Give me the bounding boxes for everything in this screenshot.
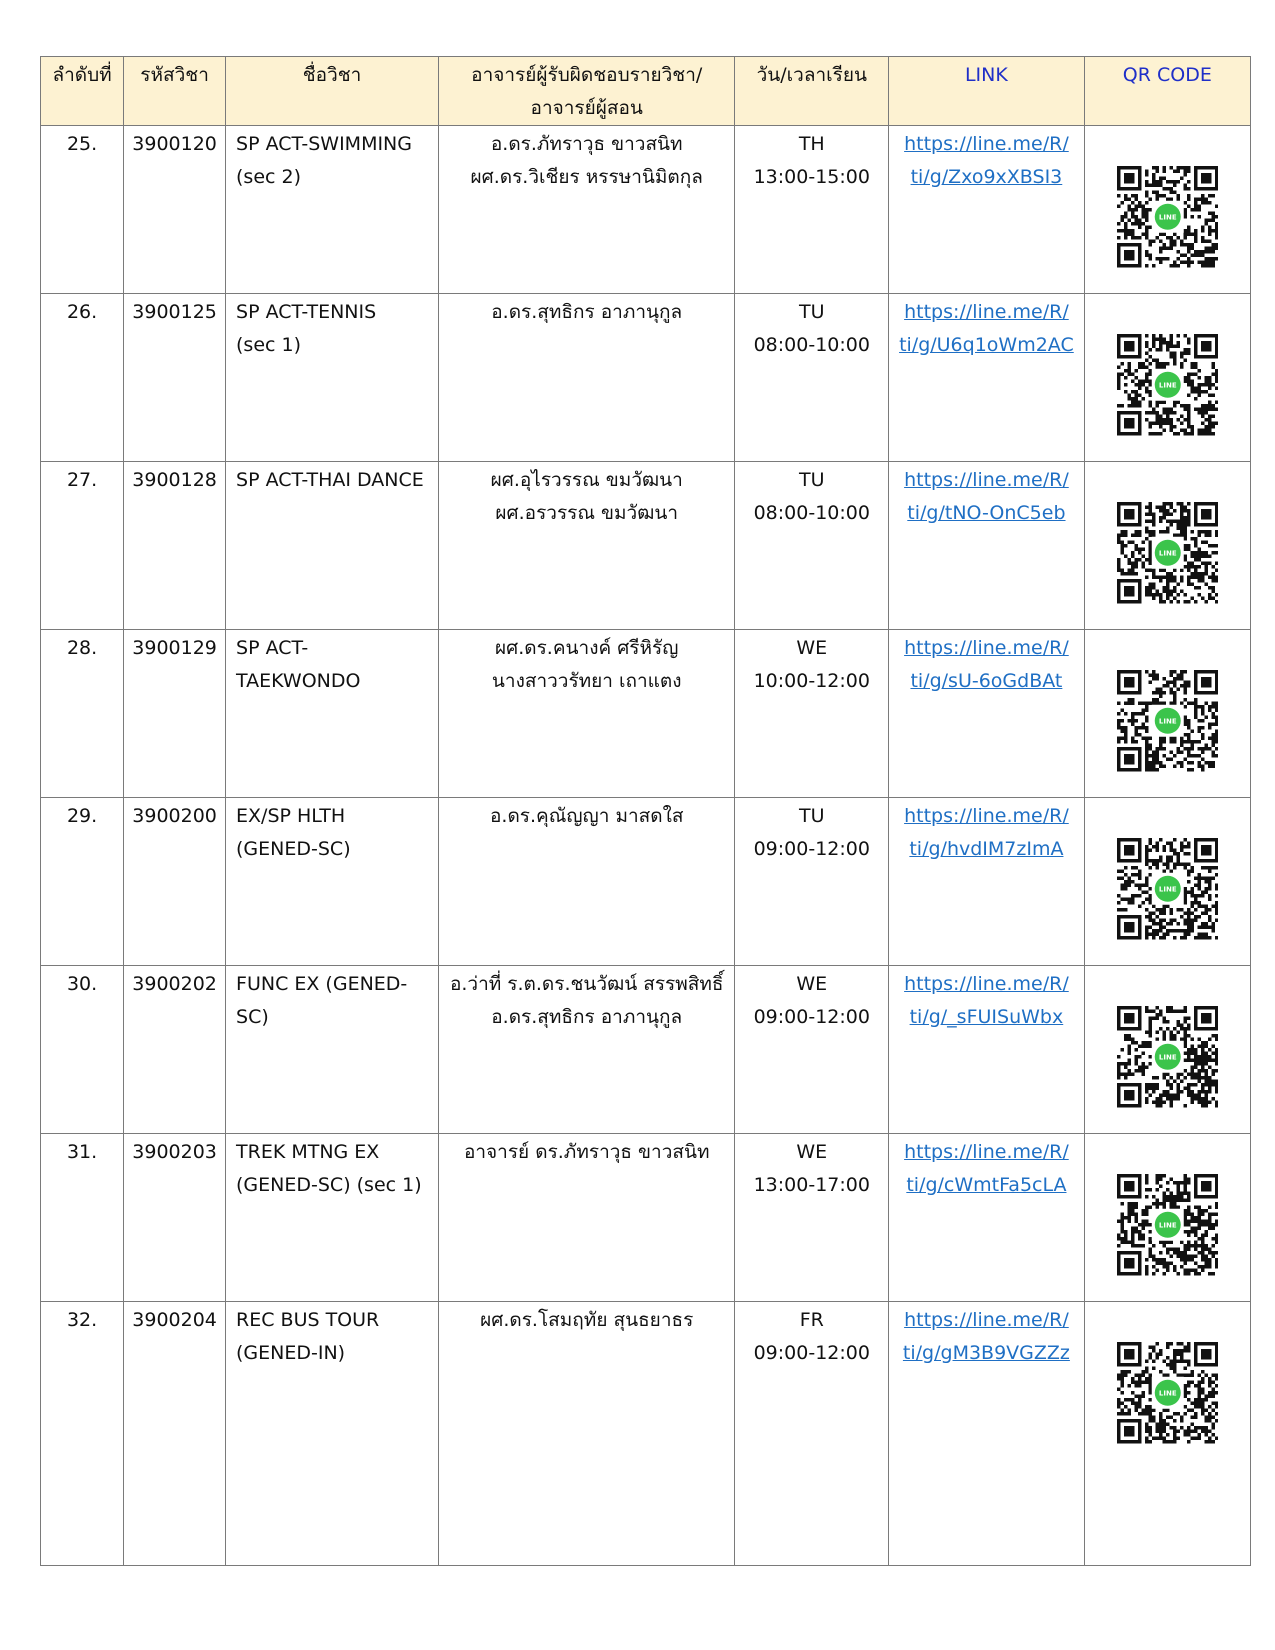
line-badge-text: LINE (1158, 549, 1177, 558)
line-badge-text: LINE (1158, 885, 1177, 894)
header-link: LINK (889, 57, 1084, 126)
table-row (41, 1302, 1251, 1566)
qr-cell (1084, 294, 1250, 462)
line-group-link[interactable] (889, 968, 1083, 1034)
schedule-day: TU (799, 301, 825, 323)
header-name: ชื่อวิชา (226, 57, 439, 126)
course-name-line1: EX/SP HLTH (236, 805, 346, 827)
course-name (226, 126, 439, 294)
qr-code-icon[interactable] (1117, 1174, 1219, 1276)
qr-code-icon[interactable] (1117, 502, 1219, 604)
header-time: วัน/เวลาเรียน (735, 57, 889, 126)
teacher-line1: ผศ.อุไรวรรณ ขมวัฒนา (490, 469, 683, 491)
schedule (735, 462, 889, 630)
link-line2: ti/g/tNO-OnC5eb (907, 502, 1066, 524)
line-group-link[interactable] (889, 464, 1083, 530)
header-row (41, 57, 1251, 126)
header-teacher-line1: อาจารย์ผู้รับผิดชอบรายวิชา/ (471, 64, 703, 86)
qr-cell (1084, 798, 1250, 966)
schedule-day: TU (799, 805, 825, 827)
row-number: 28. (41, 630, 124, 798)
link-line2: ti/g/hvdIM7zImA (909, 838, 1064, 860)
course-code: 3900202 (124, 966, 226, 1134)
course-name-line2: TAEKWONDO (236, 670, 361, 692)
qr-cell (1084, 1302, 1250, 1566)
qr-code-icon[interactable] (1117, 166, 1219, 268)
qr-cell (1084, 966, 1250, 1134)
course-name-line1: SP ACT- (236, 637, 309, 659)
row-number: 32. (41, 1302, 124, 1566)
schedule-day: TH (798, 133, 825, 155)
line-badge-text: LINE (1158, 717, 1177, 726)
course-name (226, 630, 439, 798)
qr-code-icon[interactable] (1117, 838, 1219, 940)
link-line1: https://line.me/R/ (904, 133, 1069, 155)
course-name (226, 294, 439, 462)
course-name-line2: (GENED-SC) (236, 838, 351, 860)
course-name (226, 798, 439, 966)
line-group-link-cell (889, 1302, 1084, 1566)
teacher-line1: ผศ.ดร.โสมฤทัย สุนธยาธร (480, 1309, 694, 1331)
line-group-link-cell (889, 798, 1084, 966)
schedule-time: 10:00-12:00 (753, 670, 870, 692)
course-name (226, 462, 439, 630)
qr-cell (1084, 1134, 1250, 1302)
table-row (41, 1134, 1251, 1302)
course-name (226, 1302, 439, 1566)
link-line1: https://line.me/R/ (904, 1141, 1069, 1163)
link-line2: ti/g/sU-6oGdBAt (910, 670, 1063, 692)
schedule (735, 966, 889, 1134)
teacher-line1: อ.ว่าที่ ร.ต.ดร.ชนวัฒน์ สรรพสิทธิ์ (449, 973, 724, 995)
course-code: 3900120 (124, 126, 226, 294)
header-teacher-line2: อาจารย์ผู้สอน (530, 97, 643, 119)
link-line2: ti/g/U6q1oWm2AC (899, 334, 1074, 356)
line-badge-text: LINE (1158, 1053, 1177, 1062)
table-row (41, 462, 1251, 630)
line-group-link-cell (889, 462, 1084, 630)
schedule-time: 13:00-17:00 (753, 1174, 870, 1196)
teachers (439, 798, 735, 966)
line-group-link[interactable] (889, 1304, 1083, 1370)
schedule-day: FR (799, 1309, 824, 1331)
teachers (439, 630, 735, 798)
schedule-day: WE (796, 973, 828, 995)
line-badge-text: LINE (1158, 213, 1177, 222)
course-table (40, 56, 1251, 1566)
line-group-link[interactable] (889, 1136, 1083, 1202)
qr-code-icon[interactable] (1117, 1342, 1219, 1444)
schedule-time: 08:00-10:00 (753, 502, 870, 524)
line-group-link-cell (889, 966, 1084, 1134)
course-name-line2: (sec 1) (236, 334, 302, 356)
row-number: 27. (41, 462, 124, 630)
table-row (41, 798, 1251, 966)
schedule-time: 09:00-12:00 (753, 1006, 870, 1028)
schedule (735, 798, 889, 966)
course-name-line1: SP ACT-TENNIS (236, 301, 377, 323)
schedule (735, 294, 889, 462)
row-number: 31. (41, 1134, 124, 1302)
teachers (439, 1134, 735, 1302)
course-name (226, 1134, 439, 1302)
schedule (735, 630, 889, 798)
course-code: 3900204 (124, 1302, 226, 1566)
teacher-line1: อ.ดร.ภัทราวุธ ขาวสนิท (490, 133, 683, 155)
link-line1: https://line.me/R/ (904, 973, 1069, 995)
link-line2: ti/g/Zxo9xXBSI3 (910, 166, 1063, 188)
qr-cell (1084, 630, 1250, 798)
line-badge-text: LINE (1158, 1389, 1177, 1398)
line-badge-text: LINE (1158, 1221, 1177, 1230)
table-row (41, 630, 1251, 798)
course-code: 3900128 (124, 462, 226, 630)
link-line1: https://line.me/R/ (904, 637, 1069, 659)
teacher-line2: อ.ดร.สุทธิกร อาภานุกูล (491, 1006, 683, 1028)
teacher-line2: ผศ.ดร.วิเชียร หรรษานิมิตกุล (470, 166, 703, 188)
line-badge-text: LINE (1158, 381, 1177, 390)
teacher-line2: นางสาววรัทยา เถาแตง (491, 670, 682, 692)
course-name-line1: SP ACT-THAI DANCE (236, 469, 424, 491)
course-name-line2: (GENED-SC) (sec 1) (236, 1174, 422, 1196)
course-name-line1: REC BUS TOUR (236, 1309, 380, 1331)
qr-cell (1084, 126, 1250, 294)
teachers (439, 1302, 735, 1566)
schedule (735, 1302, 889, 1566)
table-row (41, 966, 1251, 1134)
teacher-line1: อ.ดร.สุทธิกร อาภานุกูล (491, 301, 683, 323)
row-number: 26. (41, 294, 124, 462)
teachers (439, 966, 735, 1134)
course-name-line2: (sec 2) (236, 166, 302, 188)
line-group-link[interactable] (889, 632, 1083, 698)
schedule-time: 13:00-15:00 (753, 166, 870, 188)
qr-code-icon[interactable] (1117, 334, 1219, 436)
course-code: 3900129 (124, 630, 226, 798)
schedule-time: 09:00-12:00 (753, 838, 870, 860)
row-number: 29. (41, 798, 124, 966)
qr-code-icon[interactable] (1117, 670, 1219, 772)
qr-cell (1084, 462, 1250, 630)
schedule-day: TU (799, 469, 825, 491)
teacher-line1: อ.ดร.คุณัญญา มาสดใส (490, 805, 684, 827)
link-line2: ti/g/cWmtFa5cLA (906, 1174, 1067, 1196)
header-teacher (439, 57, 735, 126)
course-name-line2: (GENED-IN) (236, 1342, 346, 1364)
teacher-line1: อาจารย์ ดร.ภัทราวุธ ขาวสนิท (463, 1141, 710, 1163)
schedule-time: 09:00-12:00 (753, 1342, 870, 1364)
header-qr: QR CODE (1084, 57, 1250, 126)
line-group-link-cell (889, 1134, 1084, 1302)
course-name-line1: FUNC EX (GENED-SC) (236, 973, 408, 1028)
schedule-time: 08:00-10:00 (753, 334, 870, 356)
course-code: 3900200 (124, 798, 226, 966)
link-line1: https://line.me/R/ (904, 1309, 1069, 1331)
course-code: 3900203 (124, 1134, 226, 1302)
course-name-line1: SP ACT-SWIMMING (236, 133, 412, 155)
teachers (439, 126, 735, 294)
schedule-day: WE (796, 1141, 828, 1163)
row-number: 30. (41, 966, 124, 1134)
link-line2: ti/g/_sFUISuWbx (909, 1006, 1064, 1028)
row-number: 25. (41, 126, 124, 294)
schedule (735, 126, 889, 294)
teacher-line1: ผศ.ดร.คนางค์ ศรีหิรัญ (495, 637, 679, 659)
teachers (439, 462, 735, 630)
schedule-day: WE (796, 637, 828, 659)
line-group-link[interactable] (889, 128, 1083, 194)
line-group-link[interactable] (889, 800, 1083, 866)
link-line1: https://line.me/R/ (904, 469, 1069, 491)
table-row (41, 294, 1251, 462)
header-code: รหัสวิชา (124, 57, 226, 126)
line-group-link-cell (889, 630, 1084, 798)
line-group-link-cell (889, 294, 1084, 462)
course-code: 3900125 (124, 294, 226, 462)
teacher-line2: ผศ.อรวรรณ ขมวัฒนา (495, 502, 679, 524)
course-name (226, 966, 439, 1134)
teachers (439, 294, 735, 462)
line-group-link[interactable] (889, 296, 1083, 362)
link-line1: https://line.me/R/ (904, 805, 1069, 827)
schedule (735, 1134, 889, 1302)
table-row (41, 126, 1251, 294)
link-line2: ti/g/gM3B9VGZZz (902, 1342, 1070, 1364)
course-name-line1: TREK MTNG EX (236, 1141, 380, 1163)
line-group-link-cell (889, 126, 1084, 294)
qr-code-icon[interactable] (1117, 1006, 1219, 1108)
header-no: ลำดับที่ (41, 57, 124, 126)
link-line1: https://line.me/R/ (904, 301, 1069, 323)
